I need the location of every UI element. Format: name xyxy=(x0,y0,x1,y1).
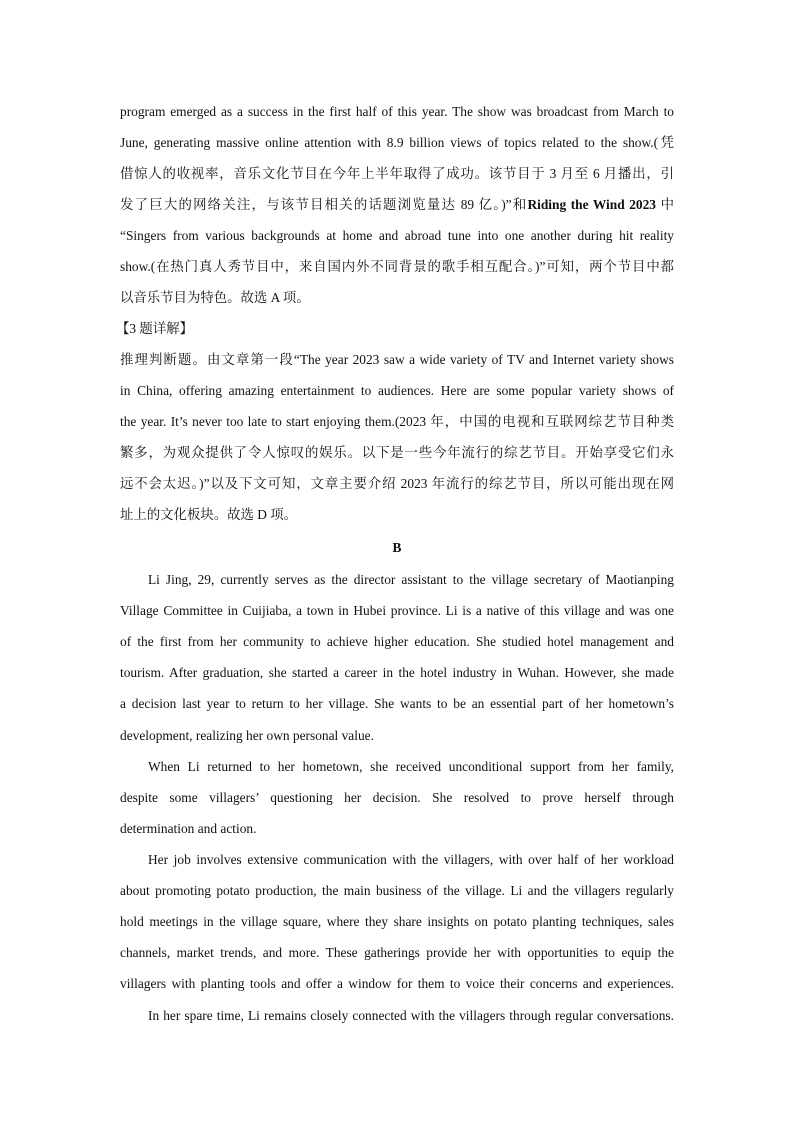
text-line xyxy=(120,195,674,215)
text-line: Village Committee in Cuijiaba, a town in Hubei province. Li is a native of this village and was one xyxy=(120,603,674,618)
text-line: a decision last year to return to her village. She wants to be an essential part of her hometown’s xyxy=(120,696,674,711)
text-line: “Singers from various backgrounds at home and abroad tune into one another during hit reality xyxy=(120,228,674,243)
text-line: villagers with planting tools and offer a window for them to voice their concerns and experiences. xyxy=(120,976,674,991)
text-line: about promoting potato production, the main business of the village. Li and the villagers regularly xyxy=(120,883,674,898)
text-line: of the first from her community to achieve higher education. She studied hotel management and xyxy=(120,634,674,649)
text-line: the year. It’s never too late to start enjoying them.(2023 年，中国的电视和互联网综艺节目种类 xyxy=(120,414,674,429)
text-line: hold meetings in the village square, where they share insights on potato planting techniques, sales xyxy=(120,914,674,929)
text-line: determination and action. xyxy=(120,821,257,836)
text-line: Her job involves extensive communication with the villagers, with over half of her workload xyxy=(148,852,674,867)
text-line: in China, offering amazing entertainment to audiences. Here are some popular variety shows of xyxy=(120,383,674,398)
text-line: June, generating massive online attention with 8.9 billion views of topics related to the show.(凭 xyxy=(120,135,674,150)
text-line: show.(在热门真人秀节目中，来自国内外不同背景的歌手相互配合。)”可知，两个节目中都 xyxy=(120,259,674,274)
text-line: In her spare time, Li remains closely connected with the villagers through regular conversations. xyxy=(148,1008,674,1023)
text-line: development, realizing her own personal value. xyxy=(120,728,374,743)
text-span: 中 xyxy=(660,197,674,212)
text-line: When Li returned to her hometown, she received unconditional support from her family, xyxy=(148,759,674,774)
text-line: tourism. After graduation, she started a career in the hotel industry in Wuhan. However, she made xyxy=(120,665,674,680)
text-line: 址上的文化板块。故选 D 项。 xyxy=(120,507,298,522)
text-span: 发了巨大的网络关注，与该节目相关的话题浏览量达 89 亿。)”和 xyxy=(120,197,528,212)
text-line: 借惊人的收视率，音乐文化节目在今年上半年取得了成功。该节目于 3 月至 6 月播出，引 xyxy=(120,166,674,181)
text-line: 推理判断题。由文章第一段“The year 2023 saw a wide variety of TV and Internet variety shows xyxy=(120,352,674,367)
show-title: Riding the Wind 2023 xyxy=(527,197,657,212)
text-line: 远不会太迟。)”以及下文可知，文章主要介绍 2023 年流行的综艺节目，所以可能出现在网 xyxy=(120,476,674,491)
question-heading: 【3 题详解】 xyxy=(116,321,193,336)
text-line: 繁多，为观众提供了令人惊叹的娱乐。以下是一些今年流行的综艺节目。开始享受它们永 xyxy=(120,445,674,460)
text-line: program emerged as a success in the first half of this year. The show was broadcast from March to xyxy=(120,104,674,119)
section-title: B xyxy=(392,540,402,555)
text-line: 以音乐节目为特色。故选 A 项。 xyxy=(120,290,310,305)
text-line: despite some villagers’ questioning her decision. She resolved to prove herself through xyxy=(120,790,674,805)
text-line: Li Jing, 29, currently serves as the director assistant to the village secretary of Maotianping xyxy=(148,572,674,587)
text-line: channels, market trends, and more. These gatherings provide her with opportunities to equip the xyxy=(120,945,674,960)
